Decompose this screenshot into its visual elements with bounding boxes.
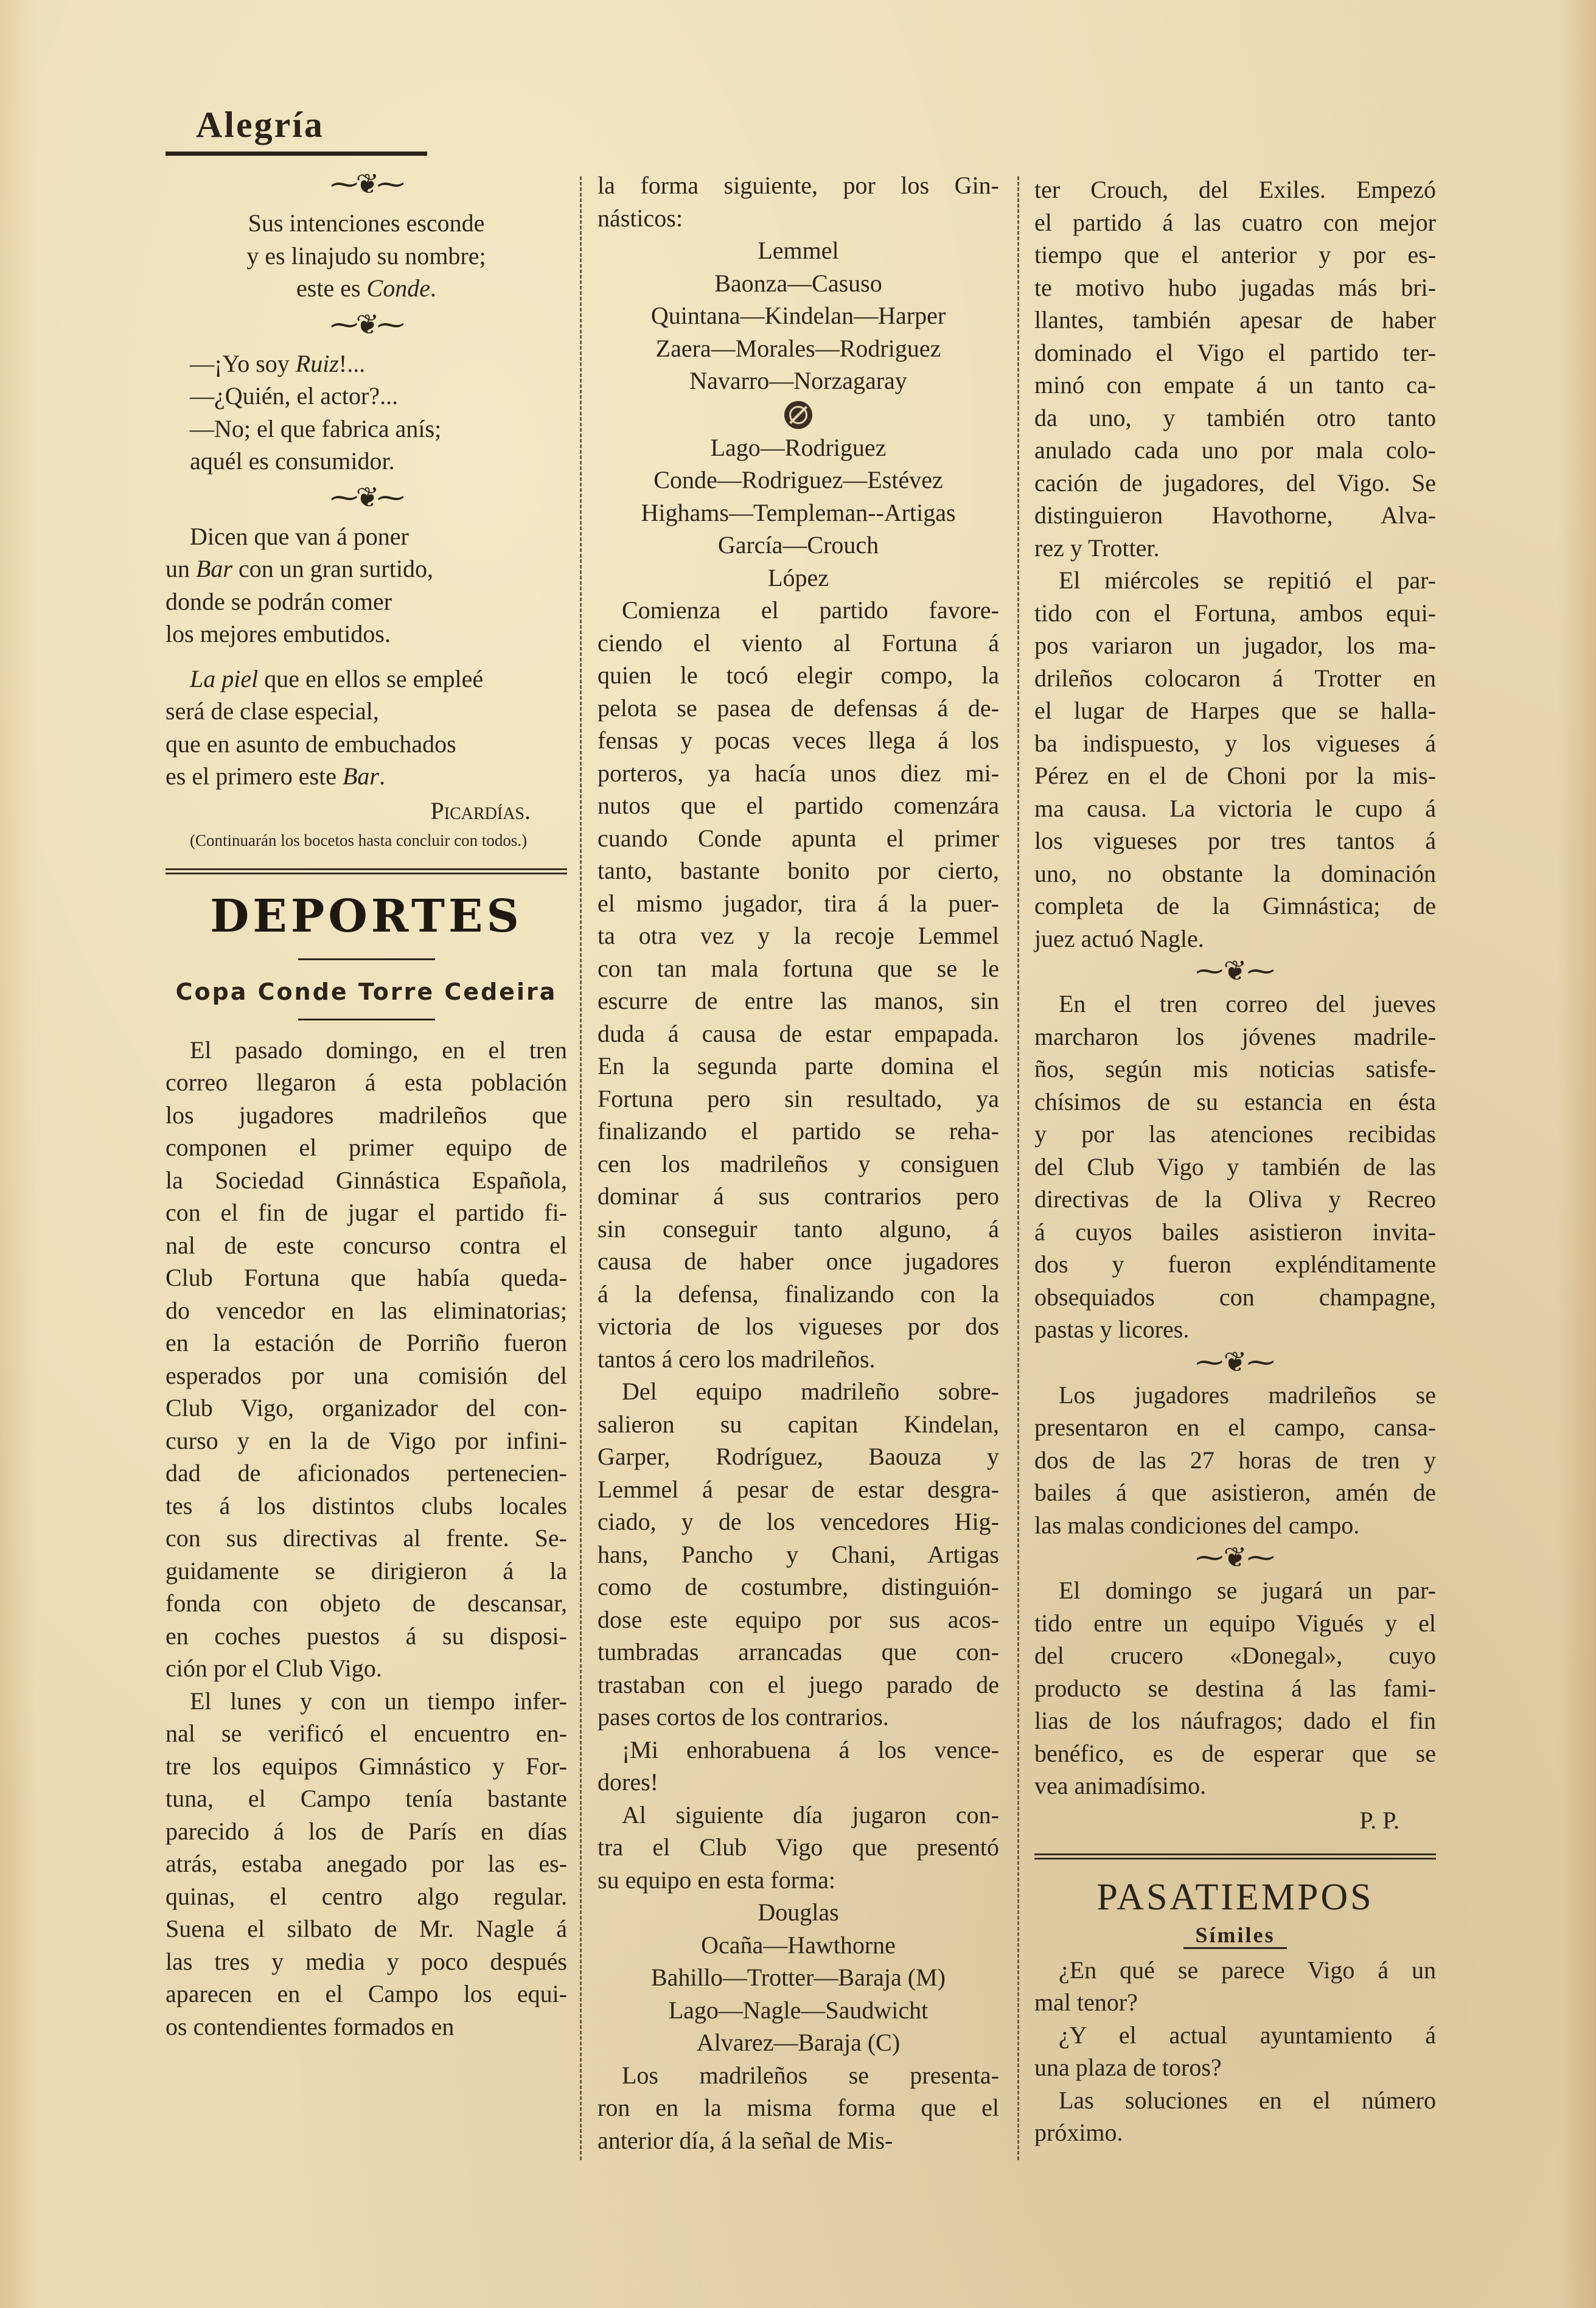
lineup-line: Conde—Rodriguez—Estévez [653,466,943,493]
deportes-signature: P. P. [1359,1806,1399,1834]
ornament-icon: ⁓❦⁓ [330,309,403,340]
text-line: Lemmel á pesar de estar desgra- [598,1475,999,1503]
text-line: tes á los distintos clubs locales [166,1491,567,1519]
text-line: mal tenor? [1034,1989,1138,2016]
text-line: pos variaron un jugador, los ma- [1034,632,1436,659]
title-rule [298,958,435,960]
text-line: Fortuna pero sin resultado, ya [598,1084,999,1112]
text-line: producto se destina á las fami- [1034,1674,1436,1702]
text-line: parecido á los de París en días [166,1817,567,1845]
text-line: fonda con objeto de descansar, [166,1589,567,1617]
column-1 [166,105,567,2043]
football-icon [784,401,812,429]
lineup-gimnastica [598,234,999,397]
deportes-subhead: Copa Conde Torre Cedeira [175,978,557,1005]
lineup-line: Navarro—Norzagaray [689,367,907,394]
text-line: ta otra vez y la recoje Lemmel [598,922,999,949]
text-line: dad de aficionados pertenecien- [166,1459,567,1487]
text-line: tido entre un equipo Vigués y el [1034,1609,1436,1637]
text-line: El domingo se jugará un par- [1059,1577,1436,1604]
section-rule [1034,1853,1436,1860]
match-report-10 [1034,1574,1436,1802]
text-line: tumbradas arrancadas que con- [598,1638,999,1665]
text-line: victoria de los vigueses por dos [598,1313,999,1340]
text-line: escurre de entre las manos, sin [598,987,999,1014]
text-line: Los madrileños se presenta- [622,2061,999,2089]
text-line: Al siguiente día jugaron con- [622,1801,999,1829]
text-line: Del equipo madrileño sobre- [622,1378,999,1405]
text-line: presentaron en el campo, cansa- [1034,1414,1436,1441]
text-line: nal se verificó el encuentro en- [166,1720,567,1747]
text-line: tantos á cero los madrileños. [598,1345,876,1373]
alegria-note: (Continuarán los bocetos hasta concluir con todos.) [190,831,528,849]
text-line: rez y Trotter. [1034,534,1160,562]
text-line: dos y fueron explénditamente [1034,1250,1436,1278]
text-line: obsequiados con champagne, [1034,1283,1436,1311]
riddle-1 [1034,1954,1436,2019]
text-line: á la defensa, finalizando con la [598,1280,999,1308]
text-line: sin conseguir tanto alguno, á [598,1215,999,1243]
text-line: el mismo jugador, tira á la puer- [598,889,999,917]
lineup-line: Lago—Rodriguez [710,433,887,461]
text-line: En la segunda parte domina el [598,1052,999,1079]
text-line: bailes á que asistieron, amén de [1034,1479,1436,1506]
ornament-icon: ⁓❦⁓ [1195,1542,1275,1573]
text-line: esperados por una comisión del [166,1361,567,1389]
text-line: tra el Club Vigo que presentó [598,1833,999,1861]
text-line: chísimos de su estancia en ésta [1034,1087,1436,1115]
text-line: del Club Vigo y también de las [1034,1152,1436,1180]
match-report-8 [1034,988,1436,1346]
text-line: El miércoles se repitió el par- [1059,567,1436,594]
text-line: en la estación de Porriño fueron [166,1329,567,1356]
text-line: pelota se pasea de defensas á de- [598,694,999,722]
lineup-line: Lago—Nagle—Saudwicht [668,1996,929,2024]
text-line: dominar á sus contrarios pero [598,1182,999,1210]
text-line: quien le tocó elegir compo, la [598,661,999,689]
ornament-icon: ⁓❦⁓ [330,481,403,513]
text-line: da uno, y también otro tanto [1034,403,1436,431]
text-line: ¿Y el actual ayuntamiento á [1059,2021,1436,2049]
text-line: ba indispuesto, y los vigueses á [1034,729,1436,757]
text-line: ¡Mi enhorabuena á los vence- [622,1735,999,1763]
text-line: tido con el Fortuna, ambos equi- [1034,599,1436,627]
text-line: tiempo que el anterior y por es- [1034,241,1436,268]
text-line: trastaban con el juego parado de [598,1670,999,1698]
text-line: tanto, bastante bonito por cierto, [598,857,999,884]
lineup-line: García—Crouch [717,531,879,559]
text-line: la forma siguiente, por los Gin- [598,172,999,199]
text-line: componen el primer equipo de [166,1134,567,1161]
column-3 [1034,173,1436,2149]
lineup-line: Zaera—Morales—Rodriguez [655,334,941,362]
text-line: te motivo hubo jugadas más bri- [1034,273,1436,301]
lineup-line: López [768,563,829,591]
match-report-2 [598,1375,999,1734]
text-line: duda á causa de estar empapada. [598,1019,999,1047]
text-line: dores! [598,1768,658,1796]
text-line: lias de los náufragos; dado el fin [1034,1707,1436,1734]
text-line: el partido á las cuatro con mejor [1034,208,1436,236]
text-line: atrás, estaba anegado por las es- [166,1850,567,1877]
deportes-title: DEPORTES [210,890,523,943]
text-line: las malas condiciones del campo. [1034,1511,1360,1539]
text-line: con el fin de jugar el partido fi- [166,1199,567,1226]
text-line: ciado, y de los vencedores Hig- [598,1508,999,1535]
lineup-fortuna [598,431,999,594]
text-line: con tan mala fortuna que se le [598,954,999,982]
text-line: drileños colocaron á Trotter en [1034,664,1436,692]
text-line: llantes, también apesar de haber [1034,306,1436,333]
alegria-title-rule [166,152,427,156]
alegria-signature: Picardías. [430,797,531,825]
text-line: distinguieron Havothorne, Alva- [1034,501,1436,529]
text-line: tuna, el Campo tenía bastante [166,1785,567,1812]
column-divider-right [1017,176,1019,2160]
text-line: aparecen en el Campo los equi- [166,1980,567,2007]
lineup-intro [598,169,999,234]
text-line: El lunes y con un tiempo infer- [190,1687,567,1715]
text-line: ron en la misma forma que el [598,2094,999,2121]
stanza-4: La piel que en ellos se empleé será de clase especial, que en asunto de embuchados es el primero este Bar. [166,664,484,790]
similes-subhead: Símiles [1195,1922,1275,1947]
text-line: minó con empate á un tanto ca- [1034,371,1436,399]
text-line: anterior día, á la señal de Mis- [598,2126,893,2154]
text-line: marcharon los jóvenes madrile- [1034,1022,1436,1050]
text-line: próximo. [1034,2119,1123,2146]
pasatiempos-title: PASATIEMPOS [1096,1876,1374,1918]
deportes-paragraph [166,1685,567,2043]
stanza-3: Dicen que van á poner un Bar con un gran surtido, donde se podrán comer los mejores embutidos. [166,522,433,647]
text-line: os contendientes formados en [166,2012,455,2040]
column-divider-left [580,176,582,2160]
text-line: Suena el silbato de Mr. Nagle á [166,1915,567,1942]
match-report-3 [598,1734,999,1799]
text-line: en coches puestos á su disposi- [166,1622,567,1650]
text-line: dominado el Vigo el partido ter- [1034,338,1436,366]
column-2 [598,169,999,2156]
text-line: násticos: [598,204,683,232]
text-line: con sus directivas al frente. Se- [166,1524,567,1552]
ornament-icon: ⁓❦⁓ [1195,955,1275,986]
lineup-line: Baonza—Casuso [714,269,882,297]
text-line: las tres y media y poco después [166,1947,567,1975]
match-report-7 [1034,564,1436,955]
text-line: do vencedor en las eliminatorias; [166,1296,567,1324]
text-line: Pérez en el de Choni por la mis- [1034,762,1436,789]
text-line: causa de haber once jugadores [598,1247,999,1275]
lineup-line: Highams—Templeman--Artigas [641,498,956,526]
text-line: Club Vigo, organizador del con- [166,1394,567,1421]
text-line: El pasado domingo, en el tren [190,1036,567,1064]
text-line: vea animadísimo. [1034,1772,1207,1799]
match-report-1 [598,594,999,1375]
lineup-line: Douglas [758,1898,839,1926]
text-line: quinas, el centro algo regular. [166,1882,567,1910]
lineup-line: Lemmel [758,237,839,264]
text-line: cen los madrileños y consiguen [598,1149,999,1177]
match-report-6 [1034,173,1436,564]
deportes-col1-text [166,1034,567,2043]
text-line: dos de las 27 horas de tren y [1034,1446,1436,1474]
lineup-line: Ocaña—Hawthorne [701,1931,896,1959]
text-line: ter Crouch, del Exiles. Empezó [1034,176,1436,203]
text-line: directivas de la Oliva y Recreo [1034,1185,1436,1213]
text-line: Club Fortuna que había queda- [166,1264,567,1291]
riddle-2 [1034,2019,1436,2084]
match-report-4 [598,1799,999,1897]
text-line: ¿En qué se parece Vigo á un [1059,1956,1436,1984]
text-line: los jugadores madrileños que [166,1101,567,1129]
text-line: guidamente se dirigieron á la [166,1557,567,1585]
text-line: una plaza de toros? [1034,2054,1222,2081]
text-line: nutos que el partido comenzára [598,792,999,819]
text-line: benéfico, es de esperar que se [1034,1739,1436,1767]
match-report-9 [1034,1379,1436,1542]
lineup-line: Alvarez—Baraja (C) [696,2029,901,2056]
text-line: juez actuó Nagle. [1034,924,1204,952]
deportes-paragraph [166,1034,567,1685]
subhead-rule [298,1019,435,1020]
text-line: la Sociedad Ginnástica Española, [166,1166,567,1194]
ornament-icon: ⁓❦⁓ [330,169,403,200]
text-line: Comienza el partido favore- [622,596,999,624]
text-line: dose este equipo por sus acos- [598,1605,999,1633]
stanza-2: —¡Yo soy Ruiz!... —¿Quién, el actor?... —No; el que fabrica anís; aquél es consumidor. [190,349,442,475]
text-line: anulado cada uno por mala colo- [1034,436,1436,464]
text-line: el lugar de Harpes que se halla- [1034,697,1436,724]
text-line: tre los equipos Gimnástico y For- [166,1752,567,1780]
text-line: curso y en la de Vigo por infini- [166,1426,567,1454]
text-line: porteros, ya hacía unos diez mi- [598,759,999,787]
stanza-1: Sus intenciones esconde y es linajudo su nombre; este es Conde. [246,209,486,302]
text-line: ción por el Club Vigo. [166,1654,382,1682]
text-line: ma causa. La victoria le cupo á [1034,794,1436,822]
lineup-line: Quintana—Kindelan—Harper [650,302,946,329]
lineup-vigo [598,1896,999,2059]
text-line: nal de este concurso contra el [166,1231,567,1259]
text-line: pastas y licores. [1034,1316,1190,1343]
text-line: hans, Pancho y Chani, Artigas [598,1540,999,1568]
text-line: correo llegaron á esta población [166,1069,567,1096]
text-line: ños, según mis noticias satisfe- [1034,1055,1436,1083]
text-line: uno, no obstante la dominación [1034,859,1436,887]
match-report-5 [598,2059,999,2157]
alegria-title: Alegría [196,105,324,145]
text-line: completa de la Gimnástica; de [1034,892,1436,919]
text-line: los vigueses por tres tantos á [1034,827,1436,854]
text-line: cuando Conde apunta el primer [598,824,999,852]
text-line: Los jugadores madrileños se [1059,1381,1436,1409]
text-line: fensas y pocas veces llega á los [598,727,999,754]
text-line: á cuyos bailes asistieron invita- [1034,1218,1436,1246]
text-line: Garper, Rodríguez, Baouza y [598,1443,999,1470]
text-line: ciendo el viento al Fortuna á [598,629,999,657]
text-line: salieron su capitan Kindelan, [598,1410,999,1438]
lineup-line: Bahillo—Trotter—Baraja (M) [650,1964,946,1991]
text-line: y por las atenciones recibidas [1034,1120,1436,1148]
text-line: como de costumbre, distinguión- [598,1573,999,1600]
ornament-icon: ⁓❦⁓ [1195,1346,1275,1378]
text-line: En el tren correo del jueves [1059,990,1436,1017]
riddle-3 [1034,2084,1436,2149]
text-line: pases cortos de los contrarios. [598,1703,889,1731]
section-rule [166,868,567,874]
text-line: del crucero «Donegal», cuyo [1034,1642,1436,1669]
text-line: Las soluciones en el número [1059,2086,1436,2114]
text-line: su equipo en esta forma: [598,1866,835,1894]
text-line: finalizando el partido se reha- [598,1117,999,1145]
text-line: cación de jugadores, del Vigo. Se [1034,469,1436,497]
